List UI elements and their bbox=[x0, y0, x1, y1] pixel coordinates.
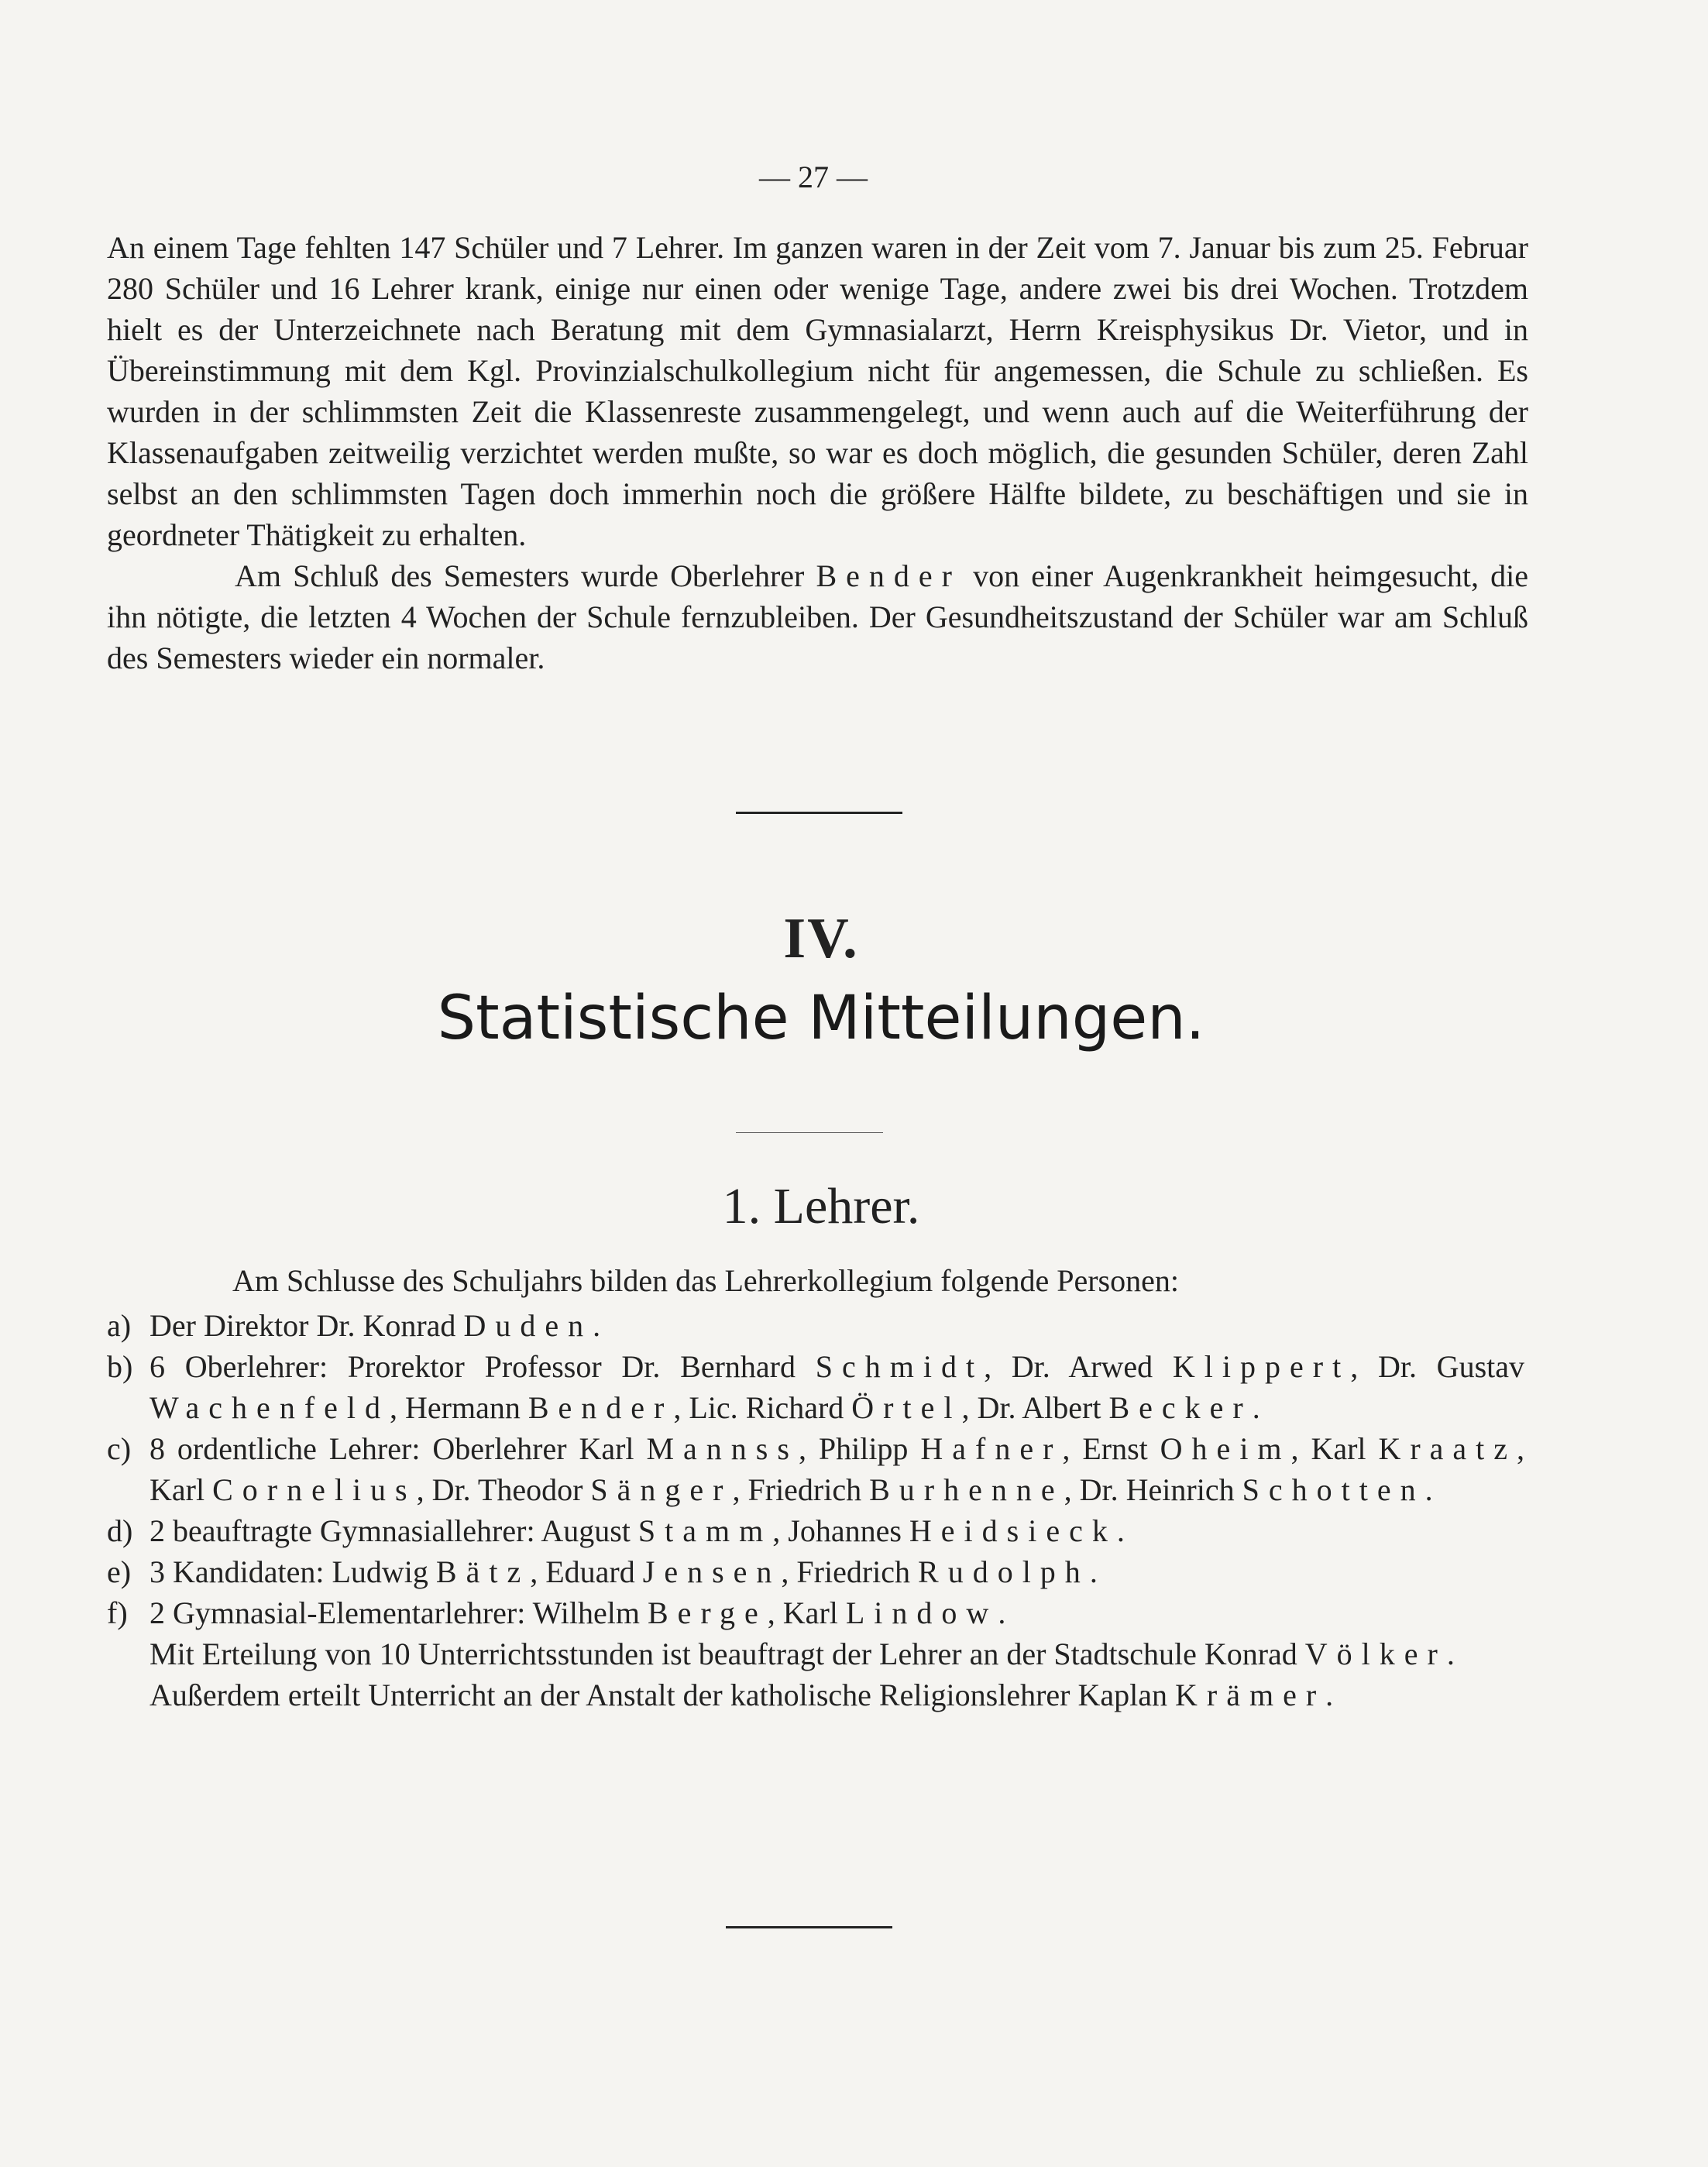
text-part: , Karl bbox=[1290, 1431, 1366, 1466]
list-item-a bbox=[107, 1305, 1524, 1346]
list-item-f bbox=[107, 1592, 1524, 1633]
text-part: 8 ordentliche Lehrer: Oberlehrer Karl bbox=[149, 1431, 634, 1466]
list-text bbox=[149, 1592, 1524, 1633]
divider-rule-middle bbox=[736, 1132, 883, 1133]
teacher-name: Schotten bbox=[1242, 1472, 1425, 1507]
text-part: . bbox=[998, 1595, 1006, 1630]
teacher-name: Sänger bbox=[590, 1472, 733, 1507]
text-part: , Friedrich bbox=[732, 1472, 862, 1507]
teacher-list bbox=[107, 1305, 1524, 1715]
text-part: , Dr. Arwed bbox=[984, 1349, 1153, 1384]
list-label: e) bbox=[107, 1554, 132, 1589]
intro-paragraph-2 bbox=[107, 555, 1528, 678]
section-number: IV. bbox=[783, 907, 859, 970]
text-part: , Dr. Albert bbox=[961, 1390, 1101, 1425]
list-item-e bbox=[107, 1551, 1524, 1592]
list-item-d bbox=[107, 1510, 1524, 1551]
text-part: , Dr. Theodor bbox=[416, 1472, 583, 1507]
list-text bbox=[149, 1551, 1524, 1592]
list-text bbox=[149, 1305, 1524, 1346]
text-part: , Friedrich bbox=[781, 1554, 911, 1589]
text-part: . bbox=[1252, 1390, 1260, 1425]
teacher-name: Duden bbox=[463, 1308, 593, 1343]
teacher-name: Stamm bbox=[637, 1513, 773, 1548]
list-label: c) bbox=[107, 1431, 132, 1466]
text-part: , Eduard bbox=[530, 1554, 635, 1589]
list-label: b) bbox=[107, 1349, 133, 1384]
note-kraemer bbox=[107, 1674, 1524, 1715]
text-part: , Philipp bbox=[798, 1431, 909, 1466]
intro-text bbox=[107, 227, 1528, 678]
teacher-name: Mannss bbox=[646, 1431, 799, 1466]
text-part: 3 Kandidaten: Ludwig bbox=[149, 1554, 428, 1589]
teacher-name: Jensen bbox=[642, 1554, 782, 1589]
text-part: , Hermann bbox=[390, 1390, 521, 1425]
teacher-name: Berge bbox=[648, 1595, 768, 1630]
list-item-c bbox=[107, 1428, 1524, 1510]
teacher-name: Lindow bbox=[845, 1595, 998, 1630]
text-part: . bbox=[593, 1308, 601, 1343]
text-part: . bbox=[1325, 1678, 1334, 1712]
teacher-name: Bender bbox=[528, 1390, 674, 1425]
text-part: 6 Oberlehrer: Prorektor Professor Dr. Bernhard bbox=[149, 1349, 796, 1384]
subsection-title: 1. Lehrer. bbox=[722, 1178, 920, 1235]
teacher-name: Völker bbox=[1304, 1636, 1447, 1671]
text-part: . bbox=[1089, 1554, 1098, 1589]
text-part: Außerdem erteilt Unterricht an der Anstalt der katholische Religionslehrer Kaplan bbox=[149, 1678, 1168, 1712]
text-part: . bbox=[1424, 1472, 1433, 1507]
text-part: , Karl bbox=[149, 1431, 1525, 1507]
page-number: — 27 — bbox=[759, 160, 868, 194]
teacher-name: Wachenfeld bbox=[149, 1390, 390, 1425]
intro-paragraph-1: An einem Tage fehlten 147 Schüler und 7 Lehrer. Im ganzen waren in der Zeit vom 7. Januar bis zum 25. Februar 280 Schüler und 16 Lehrer krank, einige nur einen oder wenige Tage, andere zwei bis drei Wochen. Trotzdem hielt es der Unterzeichnete nach Beratung mit dem Gymnasialarzt, Herrn Kreisphysikus Dr. Vietor, und in Übereinstimmung mit dem Kgl. Provinzialschulkollegium nicht für angemessen, die Schule zu schließen. Es wurden in der schlimmsten Zeit die Klassenreste zusammengelegt, und wenn auch auf die Weiterführung der Klassenaufgaben zeitweilig verzichtet werden mußte, so war es doch möglich, die gesunden Schüler, deren Zahl selbst an den schlimmsten Tagen doch immerhin noch die größere Hälfte bildete, zu beschäftigen und sie in geordneter Thätigkeit zu erhalten. bbox=[107, 230, 1528, 552]
list-label: a) bbox=[107, 1308, 132, 1343]
text-part: , Dr. Gustav bbox=[1350, 1349, 1524, 1384]
teacher-name: Schmidt bbox=[815, 1349, 985, 1384]
section-title: Statistische Mitteilungen. bbox=[437, 984, 1205, 1053]
text-part: . bbox=[1446, 1636, 1455, 1671]
teacher-name: Bätz bbox=[435, 1554, 531, 1589]
note-voelker bbox=[107, 1633, 1524, 1674]
list-label: f) bbox=[107, 1595, 128, 1630]
teacher-name: Heidsieck bbox=[909, 1513, 1117, 1548]
text-part: . bbox=[1116, 1513, 1125, 1548]
paragraph-2-before: Am Schluß des Semesters wurde Oberlehrer bbox=[235, 558, 805, 593]
teacher-name: Klippert bbox=[1172, 1349, 1351, 1384]
list-label: d) bbox=[107, 1513, 133, 1548]
list-text bbox=[149, 1428, 1524, 1510]
teacher-name: Oheim bbox=[1160, 1431, 1291, 1466]
teacher-name: Burhenne bbox=[869, 1472, 1064, 1507]
name-bender: Bender bbox=[816, 558, 961, 593]
teacher-name: Krämer bbox=[1175, 1678, 1326, 1712]
teacher-name: Kraatz bbox=[1378, 1431, 1517, 1466]
text-part: , Johannes bbox=[772, 1513, 902, 1548]
text-part: , Ernst bbox=[1062, 1431, 1148, 1466]
teacher-name: Becker bbox=[1108, 1390, 1253, 1425]
divider-rule-bottom bbox=[726, 1926, 892, 1928]
text-part: Mit Erteilung von 10 Unterrichtsstunden ist beauftragt der Lehrer an der Stadtschule Konrad bbox=[149, 1636, 1297, 1671]
list-text bbox=[149, 1346, 1524, 1428]
text-part: 2 Gymnasial-Elementarlehrer: Wilhelm bbox=[149, 1595, 640, 1630]
teacher-name: Örtel bbox=[851, 1390, 962, 1425]
text-part: , Lic. Richard bbox=[673, 1390, 844, 1425]
text-part: , Karl bbox=[767, 1595, 838, 1630]
paragraph-2-after: von einer Augenkrankheit heimgesucht, die ihn nötigte, die letzten 4 Wochen der Schule fernzubleiben. Der Gesundheitszustand der Schüler war am Schluß des Semesters wieder ein normaler. bbox=[107, 558, 1528, 675]
teacher-name: Hafner bbox=[920, 1431, 1063, 1466]
list-item-b bbox=[107, 1346, 1524, 1428]
teacher-name: Rudolph bbox=[918, 1554, 1090, 1589]
lead-sentence: Am Schlusse des Schuljahrs bilden das Lehrerkollegium folgende Personen: bbox=[232, 1263, 1179, 1298]
teacher-name: Cornelius bbox=[212, 1472, 417, 1507]
list-text bbox=[149, 1510, 1524, 1551]
text-part: Der Direktor Dr. Konrad bbox=[149, 1308, 456, 1343]
text-part: , Dr. Heinrich bbox=[1064, 1472, 1235, 1507]
divider-rule-top bbox=[736, 812, 902, 814]
text-part: 2 beauftragte Gymnasiallehrer: August bbox=[149, 1513, 631, 1548]
